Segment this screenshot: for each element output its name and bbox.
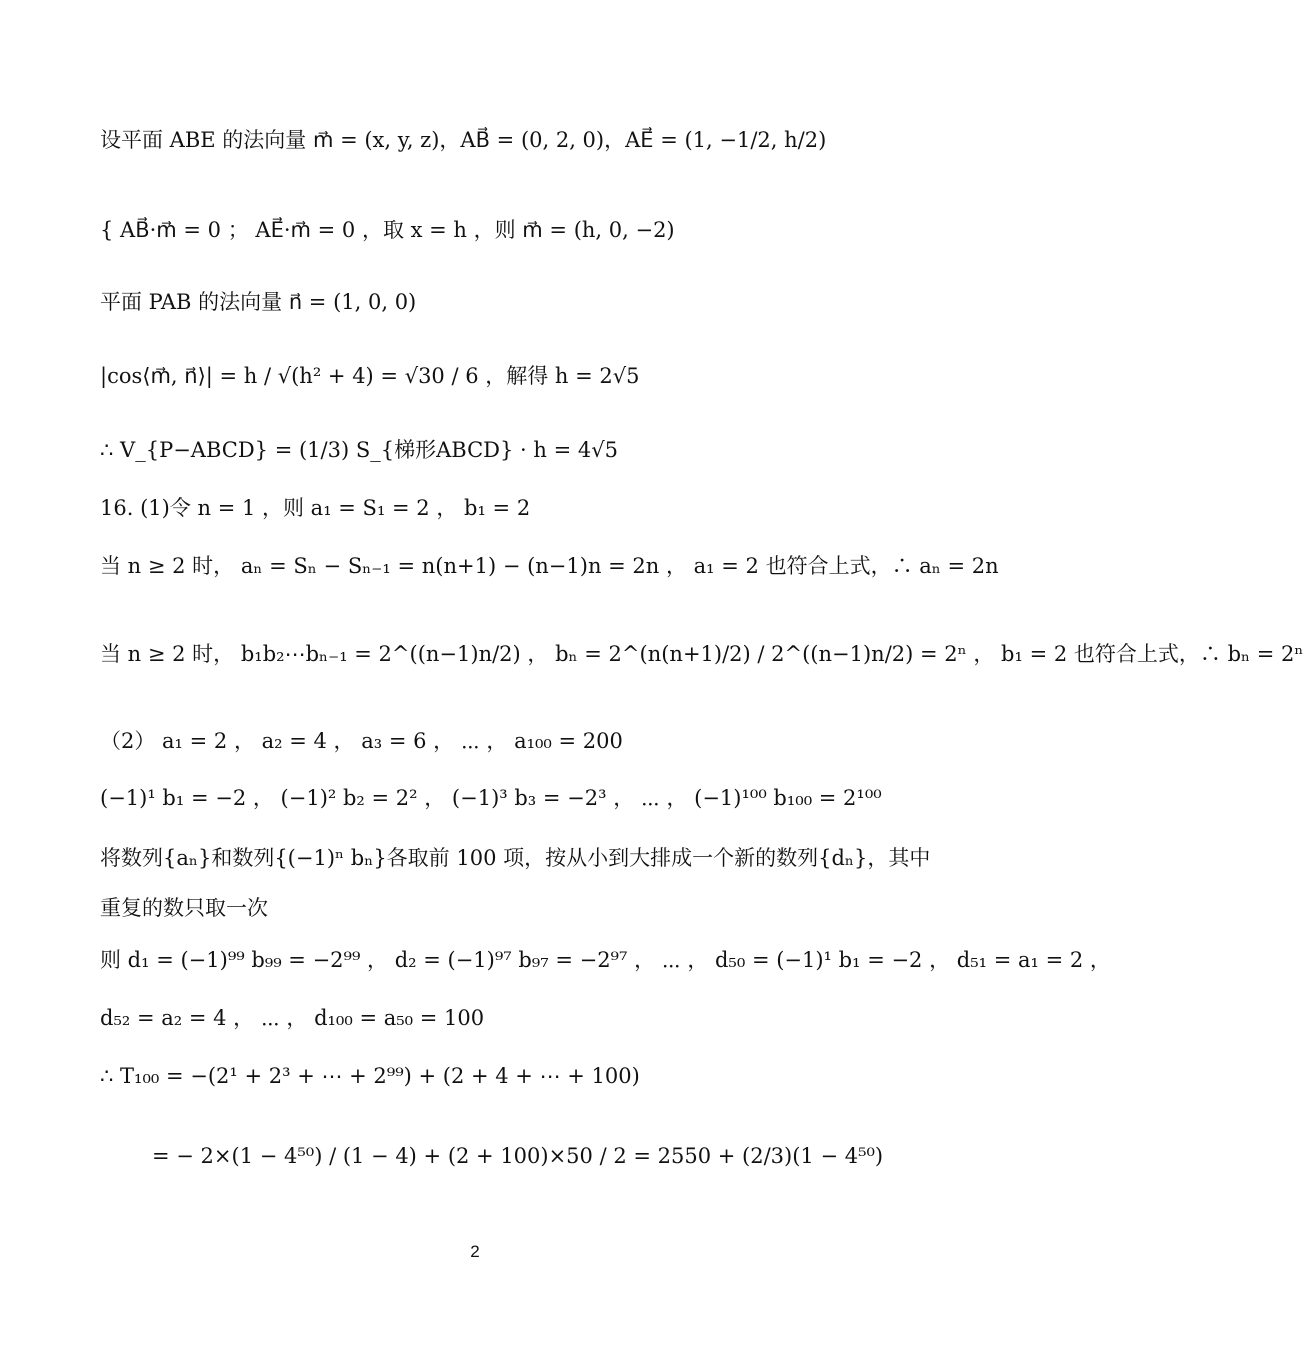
volume-line: ∴ V_{P−ABCD} = (1/3) S_{梯形ABCD} · h = 4√5 <box>100 438 618 462</box>
normal-vector-n-line: 平面 PAB 的法向量 n⃗ = (1, 0, 0) <box>100 290 417 314</box>
page-number: 2 <box>470 1242 480 1261</box>
normal-vector-m-line: 设平面 ABE 的法向量 m⃗ = (x, y, z)，AB⃗ = (0, 2, 0)，AE⃗ = (1, −1/2, h/2) <box>100 128 827 152</box>
problem-16-part1-line: 16. (1)令 n = 1 ，则 a₁ = S₁ = 2 ， b₁ = 2 <box>100 496 531 520</box>
t100-result-line: = − 2×(1 − 4⁵⁰) / (1 − 4) + (2 + 100)×50 / 2 = 2550 + (2/3)(1 − 4⁵⁰) <box>152 1144 884 1168</box>
cosine-equation-line: |cos⟨m⃗, n⃗⟩| = h / √(h² + 4) = √30 / 6 ，解得 h = 2√5 <box>100 364 640 388</box>
bn-formula-line: 当 n ≥ 2 时， b₁b₂⋯bₙ₋₁ = 2^((n−1)n/2) ， bₙ = 2^(n(n+1)/2) / 2^((n−1)n/2) = 2ⁿ ， b₁ = 2 也符合上式，∴ bₙ = 2ⁿ <box>100 642 1304 666</box>
equation-system-line: { AB⃗·m⃗ = 0 ； AE⃗·m⃗ = 0 ，取 x = h ，则 m⃗ = (h, 0, −2) <box>100 218 675 242</box>
part2-an-values-line: （2） a₁ = 2 ， a₂ = 4 ， a₃ = 6 ， ⋯ ， a₁₀₀ = 200 <box>100 729 623 753</box>
part2-bn-values-line: (−1)¹ b₁ = −2 ， (−1)² b₂ = 2² ， (−1)³ b₃ = −2³ ， ⋯ ， (−1)¹⁰⁰ b₁₀₀ = 2¹⁰⁰ <box>100 786 882 810</box>
dn-values-cont-line: d₅₂ = a₂ = 4 ， ⋯ ， d₁₀₀ = a₅₀ = 100 <box>100 1006 485 1030</box>
t100-sum-line: ∴ T₁₀₀ = −(2¹ + 2³ + ⋯ + 2⁹⁹) + (2 + 4 + ⋯ + 100) <box>100 1064 640 1088</box>
sequence-description-line: 将数列{aₙ}和数列{(−1)ⁿ bₙ}各取前 100 项，按从小到大排成一个新的数列{dₙ}，其中 <box>100 846 931 870</box>
an-formula-line: 当 n ≥ 2 时， aₙ = Sₙ − Sₙ₋₁ = n(n+1) − (n−1)n = 2n ， a₁ = 2 也符合上式，∴ aₙ = 2n <box>100 554 999 578</box>
sequence-description-cont-line: 重复的数只取一次 <box>100 896 268 920</box>
dn-values-line: 则 d₁ = (−1)⁹⁹ b₉₉ = −2⁹⁹ ， d₂ = (−1)⁹⁷ b₉₇ = −2⁹⁷ ， ⋯ ， d₅₀ = (−1)¹ b₁ = −2 ， d₅₁ = a₁ = 2 ， <box>100 948 1111 972</box>
